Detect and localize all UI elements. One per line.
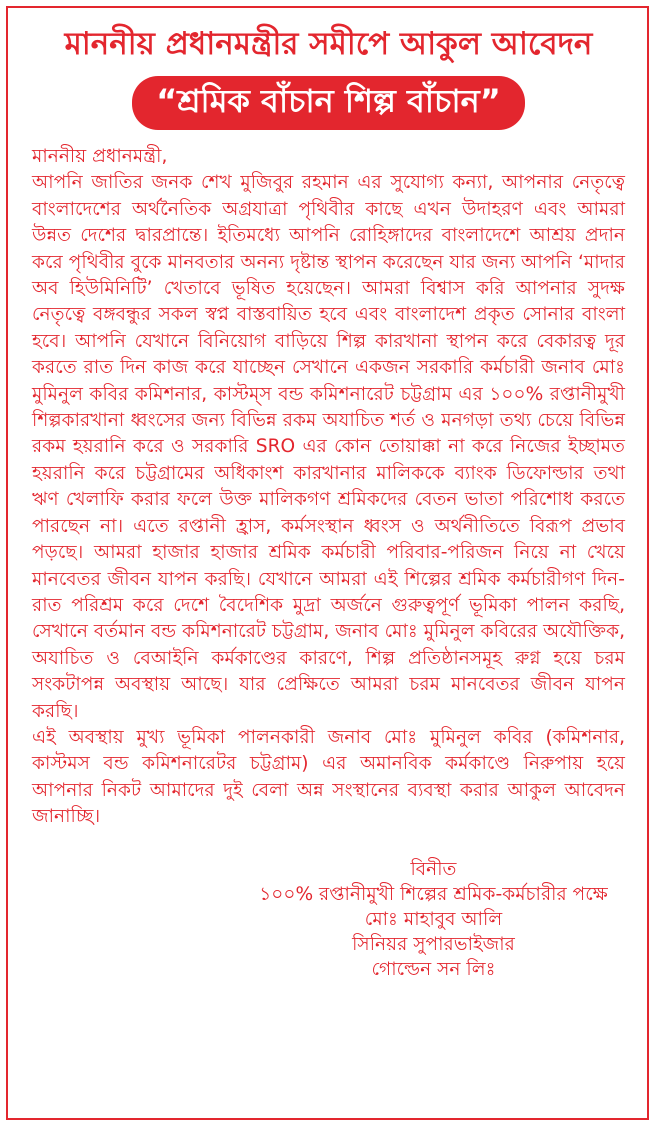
signature-name: মোঃ মাহাবুব আলি (364, 908, 503, 930)
slogan-banner: “শ্রমিক বাঁচান শিল্প বাঁচান” (132, 76, 524, 130)
slogan-container (32, 76, 625, 130)
letter-paragraph-2: এই অবস্থায় মুখ্য ভূমিকা পালনকারী জনাব মোঃ মুমিনুল কবির (কমিশনার, কাস্টমস বন্ড কমিশনারেটর চট্টগ্রাম) এর অমানবিক কর্মকাণ্ডে নিরুপায় হয়ে আপনার নিকট আমাদের দুই বেলা অন্ন সংস্থানের ব্যবস্থা করার আকুল আবেদন জানাচ্ছি। (32, 726, 625, 828)
letter-paragraph-1: আপনি জাতির জনক শেখ মুজিবুর রহমান এর সুযোগ্য কন্যা, আপনার নেতৃত্বে বাংলাদেশের অর্থনৈতিক অগ্রযাত্রা পৃথিবীর কাছে এখন উদাহরণ এবং আমরা উন্নত দেশের দ্বারপ্রান্তে। ইতিমধ্যে আপনি রোহিঙ্গাদের বাংলাদেশে আশ্রয় প্রদান করে পৃথিবীর বুকে মানবতার অনন্য দৃষ্টান্ত স্থাপন করেছেন যার জন্য আপনি ‘মাদার অব হিউমিনিটি’ খেতাবে ভূষিত হয়েছেন। আমরা বিশ্বাস করি আপনার সুদক্ষ নেতৃত্বে বঙ্গবন্ধুর সকল স্বপ্ন বাস্তবায়িত হবে এবং বাংলাদেশ প্রকৃত সোনার বাংলা হবে। আপনি যেখানে বিনিয়োগ বাড়িয়ে শিল্প কারখানা স্থাপন করে বেকারত্ব দূর করতে রাত দিন কাজ করে যাচ্ছেন সেখানে একজন সরকারি কর্মচারী জনাব মোঃ মুমিনুল কবির কমিশনার, কাস্টম্স বন্ড কমিশনারেট চট্টগ্রাম এর ১০০% রপ্তানীমুখী শিল্পকারখানা ধ্বংসের জন্য বিভিন্ন রকম অযাচিত শর্ত ও মনগড়া তথ্য চেয়ে বিভিন্ন রকম হয়রানি করে ও সরকারি SRO এর কোন তোয়াক্কা না করে নিজের ইচ্ছামত হয়রানি করে চট্টগ্রামের অধিকাংশ কারখানার মালিককে ব্যাংক ডিফোল্ডার তথা ঋণ খেলাফি করার ফলে উক্ত মালিকগণ শ্রমিকদের বেতন ভাতা পরিশোধ করতে পারছেন না। এতে রপ্তানী হ্রাস, কর্মসংস্থান ধ্বংস ও অর্থনীতিতে বিরূপ প্রভাব পড়ছে। আমরা হাজার হাজার শ্রমিক কর্মচারী পরিবার-পরিজন নিয়ে না খেয়ে মানবেতর জীবন যাপন করছি। যেখানে আমরা এই শিল্পের শ্রমিক কর্মচারীগণ দিন-রাত পরিশ্রম করে দেশে বৈদেশিক মুদ্রা অর্জনে গুরুত্বপূর্ণ ভূমিকা পালন করছি, সেখানে বর্তমান বন্ড কমিশনারেট চট্টগ্রাম, জনাব মোঃ মুমিনুল কবিরের অযৌক্তিক, অযাচিত ও বেআইনি কর্মকাণ্ডের কারণে, শিল্প প্রতিষ্ঠানসমূহ রুগ্ন হয়ে চরম সংকটাপন্ন অবস্থায় আছে। যার প্রেক্ষিতে আমরা চরম মানবেতর জীবন যাপন করছি। (32, 172, 625, 722)
letter-salutation: মাননীয় প্রধানমন্ত্রী, (32, 146, 168, 167)
signature-closing: বিনীত (410, 858, 457, 880)
page-title: মাননীয় প্রধানমন্ত্রীর সমীপে আকুল আবেদন (64, 26, 593, 62)
signature-company: গোল্ডেন সন লিঃ (371, 958, 496, 980)
letter-body (32, 144, 625, 831)
signature-designation: সিনিয়র সুপারভাইজার (352, 933, 515, 955)
signature-on-behalf: ১০০% রপ্তানীমুখী শিল্পের শ্রমিক-কর্মচারীর পক্ষে (259, 883, 608, 905)
advertisement-frame (6, 6, 649, 1120)
signature-block (242, 857, 625, 982)
